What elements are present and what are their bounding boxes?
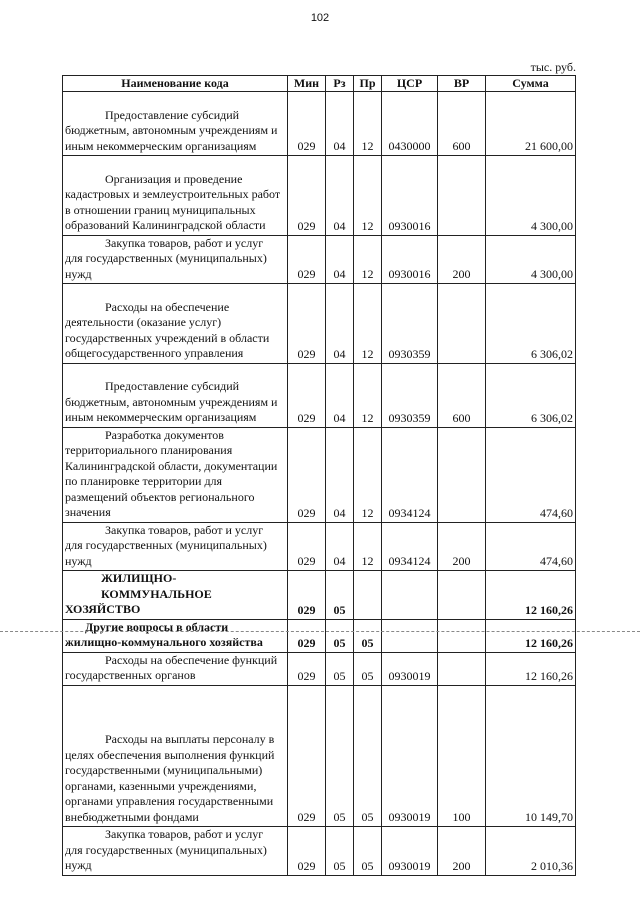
row-name-line: по планировке территории для <box>65 474 223 488</box>
row-name-line: Закупка товаров, работ и услуг <box>105 235 264 250</box>
row-rz: 05 <box>326 571 354 620</box>
row-min: 029 <box>288 156 326 236</box>
row-name-line: кадастровых и землеустроительных работ <box>65 187 281 201</box>
table-row <box>63 156 576 236</box>
row-name-line: целях обеспечения выполнения функций <box>65 747 275 762</box>
row-name-line: нужд <box>65 553 92 568</box>
row-csr <box>382 619 438 652</box>
row-pr: 12 <box>354 427 382 522</box>
row-vr: 200 <box>438 827 486 876</box>
row-name-line: жилищно-коммунального хозяйства <box>65 635 263 649</box>
row-name <box>63 522 288 571</box>
row-min: 029 <box>288 235 326 284</box>
row-sum: 474,60 <box>486 427 576 522</box>
row-name-line: органами, казенными учреждениями, <box>65 778 257 793</box>
row-name <box>63 92 288 156</box>
row-min: 029 <box>288 619 326 652</box>
row-vr <box>438 427 486 522</box>
row-vr: 600 <box>438 92 486 156</box>
row-vr: 200 <box>438 522 486 571</box>
row-csr: 0930019 <box>382 652 438 685</box>
row-name <box>63 235 288 284</box>
row-name-line: Предоставление субсидий <box>105 379 240 393</box>
header-name: Наименование кода <box>63 76 288 92</box>
row-name-line: Закупка товаров, работ и услуг <box>105 827 264 841</box>
row-name-line: иным некоммерческим организациям <box>65 410 257 424</box>
row-sum: 21 600,00 <box>486 92 576 156</box>
row-name-line: в отношении границ муниципальных <box>65 202 256 217</box>
row-name-line: для государственных (муниципальных) <box>65 538 267 552</box>
row-sum: 4 300,00 <box>486 156 576 236</box>
budget-table-wrapper <box>62 75 575 876</box>
row-pr: 12 <box>354 284 382 364</box>
row-pr: 05 <box>354 652 382 685</box>
row-name-line <box>65 364 68 378</box>
row-rz: 04 <box>326 284 354 364</box>
row-csr: 0930016 <box>382 156 438 236</box>
row-vr: 200 <box>438 235 486 284</box>
row-name-line: органами управления государственными <box>65 794 274 808</box>
row-csr: 0930016 <box>382 235 438 284</box>
row-rz: 05 <box>326 827 354 876</box>
row-name-line <box>65 717 68 731</box>
table-row <box>63 827 576 876</box>
row-name <box>63 619 288 652</box>
row-rz: 05 <box>326 619 354 652</box>
row-vr <box>438 156 486 236</box>
row-sum: 12 160,26 <box>486 571 576 620</box>
row-csr: 0934124 <box>382 427 438 522</box>
row-name-line: общегосударственного управления <box>65 346 244 360</box>
row-name-line: ХОЗЯЙСТВО <box>65 602 141 616</box>
scan-fold-line <box>0 631 640 632</box>
row-sum: 474,60 <box>486 522 576 571</box>
row-min: 029 <box>288 685 326 827</box>
row-pr: 12 <box>354 522 382 571</box>
row-sum: 6 306,02 <box>486 363 576 427</box>
row-min: 029 <box>288 284 326 364</box>
row-name-line: значения <box>65 505 111 519</box>
row-rz: 04 <box>326 522 354 571</box>
row-name-line: государственных органов <box>65 668 196 682</box>
table-header-row <box>63 76 576 92</box>
row-rz: 04 <box>326 235 354 284</box>
row-pr: 05 <box>354 685 382 827</box>
row-pr: 12 <box>354 156 382 236</box>
row-name-line: внебюджетными фондами <box>65 809 199 824</box>
row-name-line: Предоставление субсидий <box>105 107 240 122</box>
row-vr <box>438 284 486 364</box>
row-name-line <box>65 701 68 715</box>
table-row <box>63 571 576 620</box>
row-name <box>63 652 288 685</box>
row-name-line: государственных учреждений в области <box>65 330 270 345</box>
table-row <box>63 235 576 284</box>
row-min: 029 <box>288 571 326 620</box>
row-pr: 05 <box>354 827 382 876</box>
row-name-line: деятельности (оказание услуг) <box>65 315 222 329</box>
row-name <box>63 156 288 236</box>
row-csr <box>382 571 438 620</box>
row-name-line: территориального планирования <box>65 443 233 457</box>
row-name-line <box>65 156 68 170</box>
row-name-line: государственными (муниципальными) <box>65 763 263 777</box>
row-min: 029 <box>288 522 326 571</box>
row-name-line: Расходы на обеспечение функций <box>105 652 278 667</box>
row-pr <box>354 571 382 620</box>
row-name-line: для государственных (муниципальных) <box>65 251 267 265</box>
row-name <box>63 571 288 620</box>
row-min: 029 <box>288 92 326 156</box>
row-vr: 600 <box>438 363 486 427</box>
row-name-line: нужд <box>65 266 92 281</box>
row-name-line <box>65 92 68 106</box>
row-vr <box>438 619 486 652</box>
row-rz: 04 <box>326 156 354 236</box>
row-rz: 04 <box>326 92 354 156</box>
row-name <box>63 363 288 427</box>
row-name <box>63 427 288 522</box>
row-csr: 0930359 <box>382 284 438 364</box>
row-name-line: для государственных (муниципальных) <box>65 842 267 857</box>
row-sum: 10 149,70 <box>486 685 576 827</box>
row-rz: 04 <box>326 363 354 427</box>
row-min: 029 <box>288 827 326 876</box>
row-name <box>63 284 288 364</box>
row-name-line: образований Калининградской области <box>65 218 266 232</box>
row-min: 029 <box>288 652 326 685</box>
row-name-line: Расходы на обеспечение <box>105 299 230 314</box>
row-name-line: иным некоммерческим организациям <box>65 138 257 153</box>
row-min: 029 <box>288 363 326 427</box>
row-pr: 05 <box>354 619 382 652</box>
header-csr: ЦСР <box>382 76 438 92</box>
row-name-line: нужд <box>65 858 92 872</box>
row-name-line: Разработка документов <box>105 427 224 442</box>
header-sum: Сумма <box>486 76 576 92</box>
row-sum: 12 160,26 <box>486 652 576 685</box>
table-row <box>63 652 576 685</box>
row-csr: 0930019 <box>382 685 438 827</box>
row-name-line: ЖИЛИЩНО-КОММУНАЛЬНОЕ <box>101 571 212 601</box>
row-sum: 12 160,26 <box>486 619 576 652</box>
row-name-line <box>65 284 68 298</box>
row-name-line: Калининградской области, документации <box>65 458 278 473</box>
row-pr: 12 <box>354 92 382 156</box>
row-pr: 12 <box>354 363 382 427</box>
row-csr: 0930359 <box>382 363 438 427</box>
header-rz: Рз <box>326 76 354 92</box>
row-name-line: Организация и проведение <box>105 171 243 186</box>
row-rz: 05 <box>326 652 354 685</box>
row-csr: 0430000 <box>382 92 438 156</box>
row-name-line: Закупка товаров, работ и услуг <box>105 522 264 537</box>
table-row <box>63 522 576 571</box>
row-min: 029 <box>288 427 326 522</box>
row-vr <box>438 571 486 620</box>
header-min: Мин <box>288 76 326 92</box>
row-vr <box>438 652 486 685</box>
row-sum: 2 010,36 <box>486 827 576 876</box>
row-name <box>63 685 288 827</box>
table-row <box>63 427 576 522</box>
row-name-line: бюджетным, автономным учреждениям и <box>65 123 278 137</box>
header-pr: Пр <box>354 76 382 92</box>
row-name-line: размещений объектов регионального <box>65 489 255 504</box>
row-rz: 05 <box>326 685 354 827</box>
row-vr: 100 <box>438 685 486 827</box>
row-name-line: Расходы на выплаты персоналу в <box>105 732 275 746</box>
table-row <box>63 619 576 652</box>
row-pr: 12 <box>354 235 382 284</box>
row-csr: 0930019 <box>382 827 438 876</box>
row-name-line: бюджетным, автономным учреждениям и <box>65 394 278 409</box>
row-name-line <box>65 686 68 700</box>
row-rz: 04 <box>326 427 354 522</box>
row-name-line: Другие вопросы в области <box>85 619 229 634</box>
table-row <box>63 92 576 156</box>
row-name <box>63 827 288 876</box>
header-vr: ВР <box>438 76 486 92</box>
row-csr: 0934124 <box>382 522 438 571</box>
table-row <box>63 284 576 364</box>
unit-label: тыс. руб. <box>530 60 576 74</box>
page-number: 102 <box>310 12 330 24</box>
row-sum: 4 300,00 <box>486 235 576 284</box>
row-sum: 6 306,02 <box>486 284 576 364</box>
table-row <box>63 363 576 427</box>
table-row <box>63 685 576 827</box>
budget-table <box>62 75 576 876</box>
